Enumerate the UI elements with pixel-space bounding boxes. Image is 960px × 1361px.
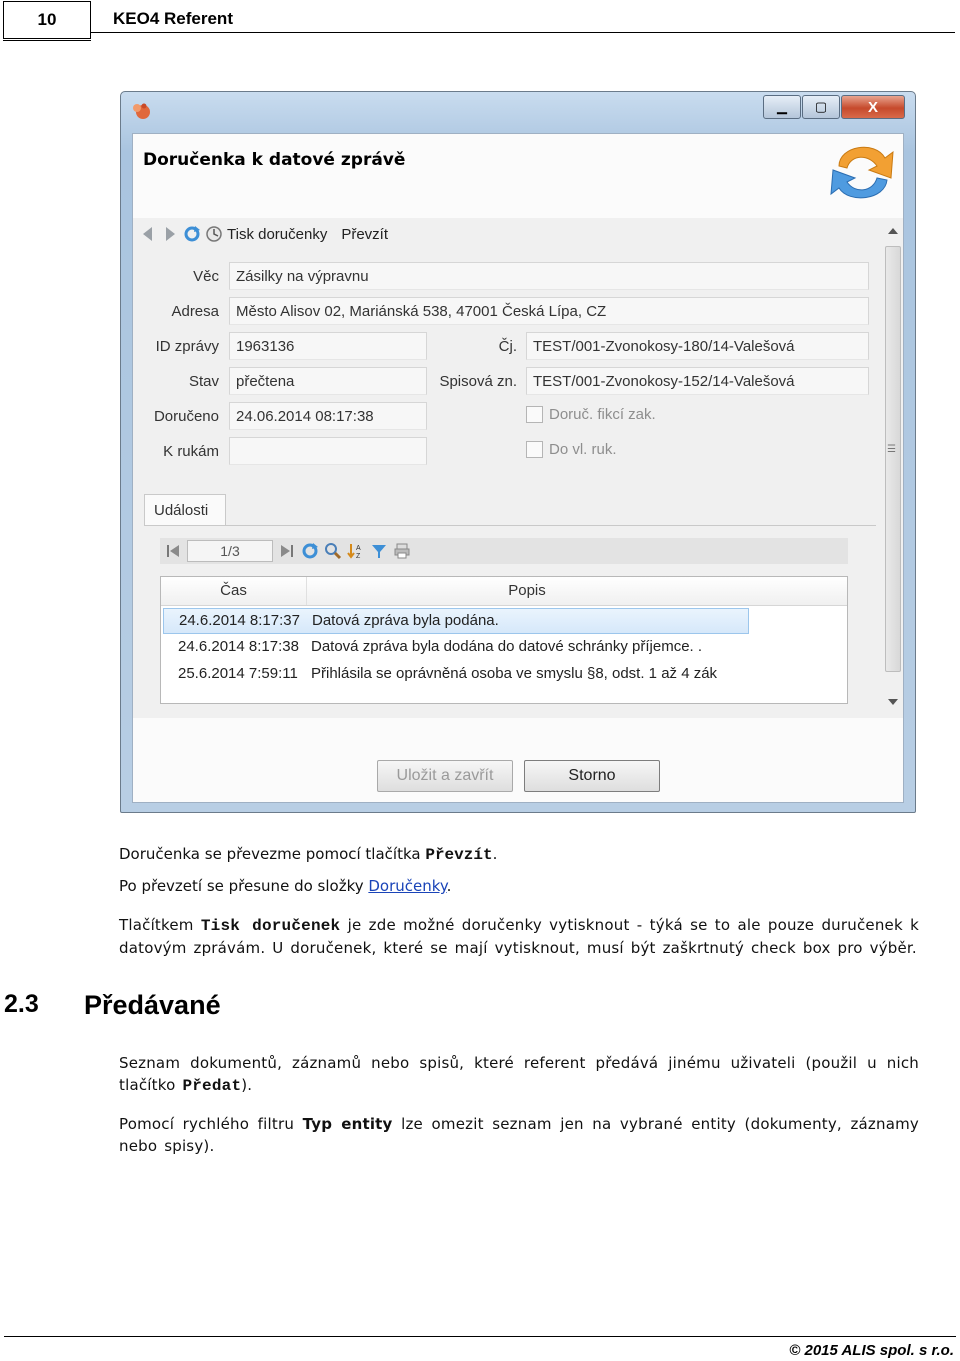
svg-text:A: A [356,545,361,552]
column-header-description[interactable]: Popis [508,582,546,599]
message-id-label: ID zprávy [155,338,219,355]
first-record-icon[interactable] [164,542,182,560]
checkbox-box[interactable] [526,441,543,458]
arrow-left-icon[interactable] [139,225,157,243]
arrow-right-icon[interactable] [161,225,179,243]
fiction-delivery-checkbox[interactable] [526,406,656,423]
delivery-receipt-window [120,91,916,813]
svg-text:Z: Z [356,553,361,560]
close-button[interactable]: X [841,95,905,119]
table-row[interactable] [163,662,749,688]
column-header-time[interactable]: Čas [161,577,307,605]
accept-button[interactable]: Převzít [341,225,388,243]
paragraph-print [119,914,919,959]
status-field[interactable]: přečtena [229,367,427,395]
tab-events[interactable]: Události [144,494,226,526]
last-record-icon[interactable] [278,542,296,560]
entity-type-term: Typ entity [302,1115,393,1133]
checkbox-box[interactable] [526,406,543,423]
address-field[interactable]: Město Alisov 02, Mariánská 538, 47001 Česká Lípa, CZ [229,297,869,325]
sort-icon[interactable] [347,542,365,560]
window-controls [762,95,905,119]
grid-header [161,577,847,606]
header-rule-left [3,40,91,41]
events-toolbar [160,538,848,564]
table-row[interactable] [163,635,749,661]
save-and-close-button[interactable]: Uložit a zavřít [377,760,513,792]
section-number: 2.3 [4,990,39,1018]
copyright: © 2015 ALIS spol. s r.o. [789,1342,954,1359]
own-hands-checkbox[interactable] [526,441,617,458]
print-receipt-button[interactable]: Tisk doručenky [227,225,328,243]
text: Tlačítkem [119,916,201,934]
text: . [492,845,498,863]
receipt-toolbar [139,222,398,246]
receipts-folder-link[interactable]: Doručenky [368,877,447,895]
reference-number-field[interactable]: TEST/001-Zvonokosy-180/14-Valešová [526,332,869,360]
scrollbar-thumb[interactable] [885,246,901,672]
cell-time: 24.6.2014 8:17:37 [179,612,300,629]
status-label: Stav [188,373,219,390]
grip-icon: ☰ [887,444,896,455]
minimize-button[interactable]: ▁ [763,95,801,119]
refresh-icon[interactable] [183,225,201,243]
text: Doručenka se převezme pomocí tlačítka [119,845,426,863]
page-number: 10 [3,1,91,39]
cancel-button[interactable]: Storno [524,760,660,792]
code-accept: Převzít [425,846,493,864]
code-print-receipts: Tisk doručenek [200,917,341,935]
file-mark-field[interactable]: TEST/001-Zvonokosy-152/14-Valešová [526,367,869,395]
text: ). [241,1076,253,1094]
app-icon [131,101,151,121]
attention-of-field[interactable] [229,437,427,465]
scroll-down-arrow-icon[interactable] [888,699,898,705]
code-hand-over: Předat [182,1077,242,1095]
cell-description: Přihlásila se oprávněná osoba ve smyslu §8, odst. 1 až 4 zák [311,665,718,682]
subject-label: Věc [193,268,219,285]
cell-description: Datová zpráva byla dodána do datové schránky příjemce. . [311,638,703,655]
address-label: Adresa [171,303,219,320]
paragraph-handed-over [119,1052,919,1097]
subject-field[interactable]: Zásilky na výpravnu [229,262,869,290]
text: lze omezit seznam jen na vybrané entity (dokumenty, záznamy nebo spisy). [119,1115,919,1155]
delivered-field[interactable]: 24.06.2014 08:17:38 [229,402,427,430]
dialog-title: Doručenka k datové zprávě [143,150,406,170]
paragraph-accept [119,843,919,866]
scroll-up-arrow-icon[interactable] [888,228,898,234]
text: Pomocí rychlého filtru [119,1115,303,1133]
refresh-icon[interactable] [301,542,319,560]
page-header [0,0,960,44]
attention-of-label: K rukám [163,443,219,460]
filter-icon[interactable] [370,542,388,560]
document-title: KEO4 Referent [113,9,233,28]
file-mark-label: Spisová zn. [439,373,517,390]
cell-time: 24.6.2014 8:17:38 [178,638,299,655]
dialog-main-panel [133,218,903,718]
own-hands-label: Do vl. ruk. [549,441,617,458]
reference-number-label: Čj. [498,338,517,355]
section-title: Předávané [84,990,221,1020]
printer-icon[interactable] [393,542,411,560]
print-receipt-icon[interactable] [205,225,223,243]
search-icon[interactable] [324,542,342,560]
cell-description: Datová zpráva byla podána. [312,612,499,629]
pager-field[interactable]: 1/3 [187,540,273,562]
events-grid [160,576,848,704]
cell-time: 25.6.2014 7:59:11 [178,665,298,682]
dialog-client-area [132,133,904,803]
text: Seznam dokumentů, záznamů nebo spisů, které referent předává jinému uživateli (použil u nich tlačítko [119,1054,919,1094]
message-id-field[interactable]: 1963136 [229,332,427,360]
maximize-button[interactable]: ▢ [802,95,840,119]
text: je zde možné doručenky vytisknout - týká se to ale pouze duručenek k datovým zprávám. U doručenek, které se mají vytisknout, musí být zaškrtnutý check box pro výběr. [119,916,919,957]
exchange-arrows-icon [825,136,901,208]
events-panel [144,525,876,716]
vertical-scrollbar[interactable] [883,218,903,716]
text: . [446,877,452,895]
paragraph-move [119,875,919,897]
table-row[interactable] [163,608,749,634]
text: Po převzetí se přesune do složky [119,877,369,895]
paragraph-filter [119,1113,919,1157]
delivered-label: Doručeno [153,408,219,425]
footer-rule [4,1336,956,1337]
fiction-delivery-label: Doruč. fikcí zak. [549,406,656,423]
header-rule [91,32,955,33]
